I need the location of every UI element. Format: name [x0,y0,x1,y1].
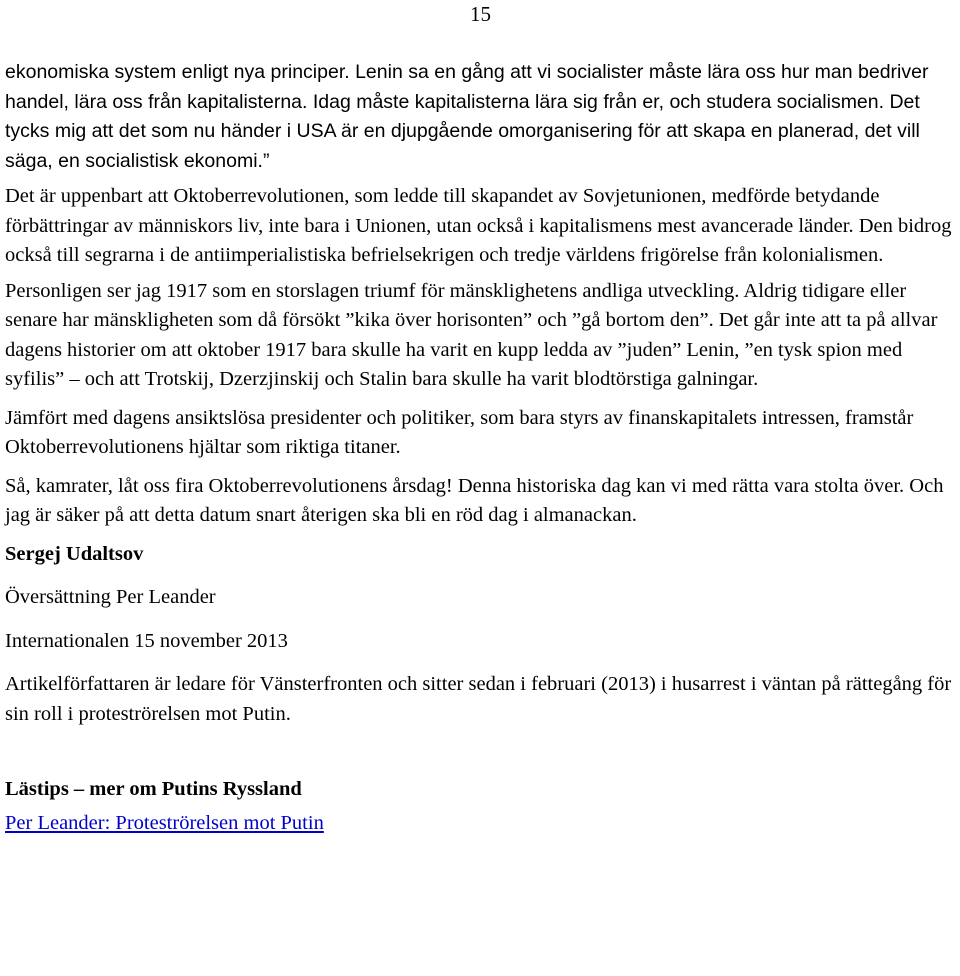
paragraph-oktober-part-2: Den bidrog också till segrarna i de antiimperialistiska befrielsekrigen och tredje världens frigörelse från kolonialismen. [5,214,952,266]
author-name: Sergej Udaltsov [5,542,144,565]
quote-paragraph [5,58,955,176]
paragraph-personligen-part-2: Det går inte att ta på allvar dagens historier om att oktober 1917 bara skulle ha varit en kupp ledda av ”juden” Lenin, ”en tysk spion med syfilis” – och att Trotskij, Dzerzjinskij och Stalin bara skulle ha varit blodtörstiga galningar. [5,309,938,390]
quote-text-part-2: Det tycks mig att det som nu händer i USA är en djupgående omorganisering för att skapa en planerad, det vill säga, en socialistisk ekonomi.” [5,90,920,172]
quote-text-part-1: ekonomiska system enligt nya principer. Lenin sa en gång att vi socialister måste lära oss hur man bedriver handel, lära oss från kapitalisterna. Idag måste kapitalisterna lära sig från er, och studera socialismen. [5,61,929,113]
paragraph-oktoberrevolutionen [5,182,955,271]
author-bio: Artikelförfattaren är ledare för Vänsterfronten och sitter sedan i februari (2013) i husarrest i väntan på rättegång för sin roll i proteströrelsen mot Putin. [5,673,952,725]
reading-tip-link[interactable]: Per Leander: Proteströrelsen mot Putin [5,811,324,834]
page-number: 15 [470,2,491,26]
paragraph-jamfort: Jämfört med dagens ansiktslösa presidenter och politiker, som bara styrs av finanskapitalets intressen, framstår Oktoberrevolutionens hjältar som riktiga titaner. [5,406,914,458]
reading-tips-heading: Lästips – mer om Putins Ryssland [5,778,302,800]
article-body [5,58,955,838]
paragraph-oktober-part-1: Det är uppenbart att Oktoberrevolutionen, som ledde till skapandet av Sovjetunionen, medförde betydande förbättringar av människors liv, inte bara i Unionen, utan också i kapitalismens mest avancerade länder. [5,185,880,237]
translation-credit: Översättning Per Leander [5,586,216,608]
source-line: Internationalen 15 november 2013 [5,629,288,652]
paragraph-kamrater: Så, kamrater, låt oss fira Oktoberrevolutionens årsdag! Denna historiska dag kan vi med rätta vara stolta över. Och jag är säker på att detta datum snart återigen ska bli en röd dag i almanackan. [5,474,944,526]
paragraph-personligen-part-1: Personligen ser jag 1917 som en storslagen triumf för mänsklighetens andliga utveckling. Aldrig tidigare eller senare har mänskligheten som då försökt ”kika över horisonten” och ”gå bortom den”. [5,279,907,331]
paragraph-personligen [5,277,955,395]
